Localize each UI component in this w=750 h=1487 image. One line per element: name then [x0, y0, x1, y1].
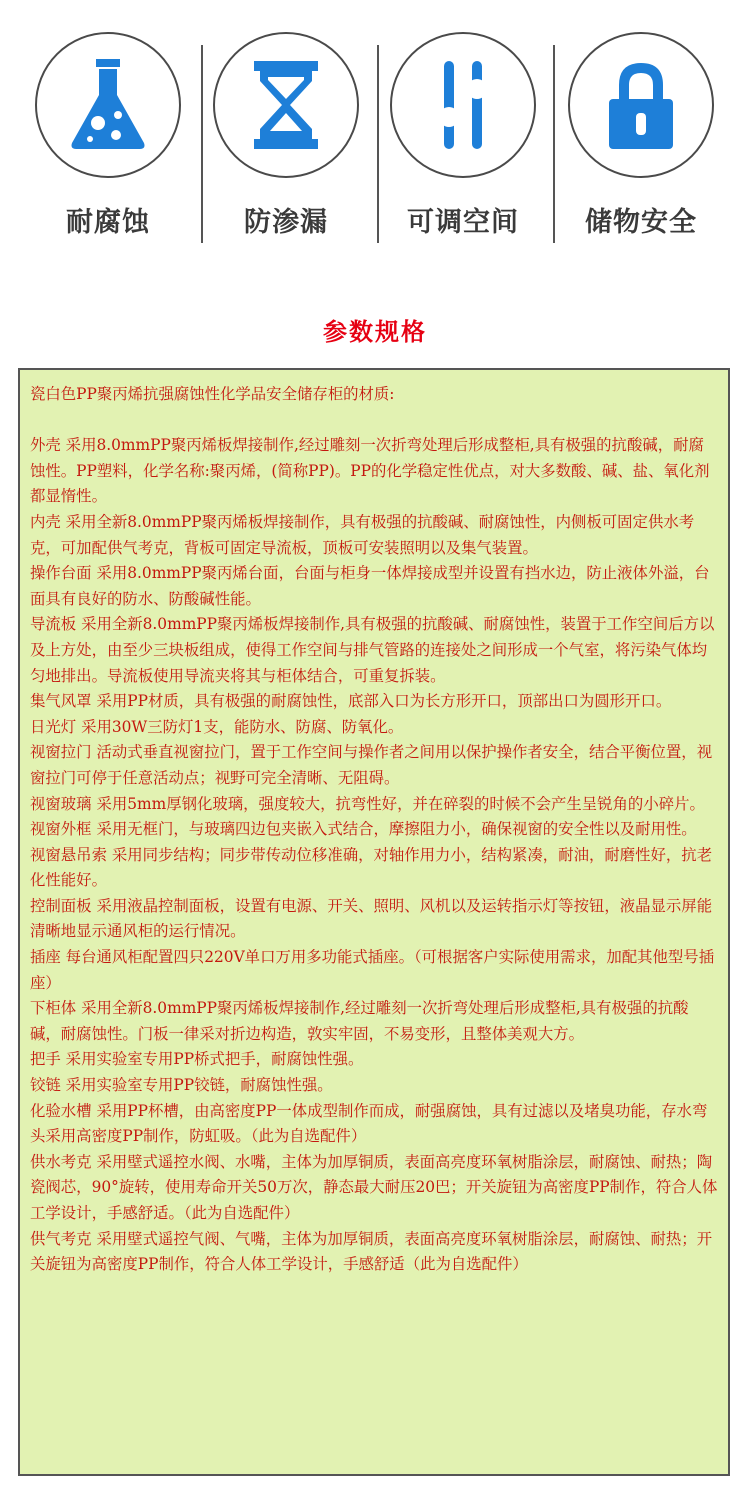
section-title: 参数规格	[323, 318, 427, 346]
sliders-icon	[413, 55, 513, 155]
spec-item: 内壳 采用全新8.0mmPP聚丙烯板焊接制作，具有极强的抗酸碱、耐腐蚀性，内侧板可固定供水考克，可加配供气考克，背板可固定导流板，顶板可安装照明以及集气装置。	[30, 512, 695, 557]
feature-corrosion-resistance	[33, 32, 183, 239]
lock-icon	[591, 55, 691, 155]
feature-adjustable-space	[388, 32, 538, 239]
spec-intro: 瓷白色PP聚丙烯抗强腐蚀性化学品安全储存柜的材质:	[30, 385, 395, 403]
spec-item: 导流板 采用全新8.0mmPP聚丙烯板焊接制作,具有极强的抗酸碱、耐腐蚀性，装置于工作空间后方以及上方处，由至少三块板组成，使得工作空间与排气管路的连接处之间形成一个气室，将污染气体均匀地排出。导流板使用导流夹将其与柜体结合，可重复拆装。	[30, 615, 715, 685]
feature-label: 可调空间	[407, 207, 519, 238]
feature-circle	[390, 32, 536, 178]
feature-leak-proof	[211, 32, 361, 239]
hourglass-icon	[236, 55, 336, 155]
spec-item: 视窗拉门 活动式垂直视窗拉门，置于工作空间与操作者之间用以保护操作者安全，结合平衡位置，视窗拉门可停于任意活动点；视野可完全清晰、无阻碍。	[30, 743, 713, 787]
feature-circle	[568, 32, 714, 178]
spec-item: 日光灯 采用30W三防灯1支，能防水、防腐、防氧化。	[30, 717, 404, 736]
spec-item: 外壳 采用8.0mmPP聚丙烯板焊接制作,经过雕刻一次折弯处理后形成整柜,具有极强的抗酸碱，耐腐蚀性。PP塑料，化学名称:聚丙烯，(简称PP)。PP的化学稳定性优点，对大多数酸、碱、盐、氧化剂都显惰性。	[30, 436, 710, 506]
spec-item: 插座 每台通风柜配置四只220V单口万用多功能式插座。（可根据客户实际使用需求，加配其他型号插座）	[30, 948, 715, 992]
spec-item: 把手 采用实验室专用PP桥式把手，耐腐蚀性强。	[30, 1050, 364, 1069]
feature-label: 储物安全	[585, 207, 697, 238]
spec-box	[18, 368, 730, 1476]
spec-item: 视窗玻璃 采用5mm厚钢化玻璃，强度较大，抗弯性好，并在碎裂的时候不会产生呈锐角的小碎片。	[30, 794, 705, 813]
feature-circle	[213, 32, 359, 178]
feature-label: 耐腐蚀	[66, 207, 150, 238]
divider	[553, 45, 555, 243]
flask-icon	[58, 55, 158, 155]
divider	[377, 45, 379, 243]
divider	[201, 45, 203, 243]
spec-item: 视窗外框 采用无框门，与玻璃四边包夹嵌入式结合，摩擦阻力小，确保视窗的安全性以及耐用性。	[30, 820, 697, 839]
feature-label: 防渗漏	[244, 207, 328, 238]
spec-item: 下柜体 采用全新8.0mmPP聚丙烯板焊接制作,经过雕刻一次折弯处理后形成整柜,具有极强的抗酸碱，耐腐蚀性。门板一律采对折边构造，敦实牢固，不易变形，且整体美观大方。	[30, 999, 689, 1043]
spec-item: 控制面板 采用液晶控制面板，设置有电源、开关、照明、风机以及运转指示灯等按钮，液晶显示屏能清晰地显示通风柜的运行情况。	[30, 896, 713, 941]
spec-item: 供气考克 采用壁式遥控气阀、气嘴，主体为加厚铜质，表面高亮度环氧树脂涂层，耐腐蚀、耐热；开关旋钮为高密度PP制作，符合人体工学设计，手感舒适（此为自选配件）	[30, 1229, 713, 1274]
feature-storage-safety	[566, 32, 716, 239]
feature-strip	[0, 0, 750, 260]
spec-item: 供水考克 采用壁式遥控水阀、水嘴，主体为加厚铜质，表面高亮度环氧树脂涂层，耐腐蚀、耐热；陶瓷阀芯，90°旋转，使用寿命开关50万次，静态最大耐压20巴；开关旋钮为高密度PP制作，符合人体工学设计，手感舒适。（此为自选配件）	[30, 1152, 718, 1222]
spec-item: 操作台面 采用8.0mmPP聚丙烯台面，台面与柜身一体焊接成型并设置有挡水边，防止液体外溢，台面具有良好的防水、防酸碱性能。	[30, 564, 710, 608]
spec-item: 铰链 采用实验室专用PP铰链，耐腐蚀性强。	[30, 1076, 333, 1095]
spec-list	[30, 433, 718, 1278]
spec-item: 视窗悬吊索 采用同步结构；同步带传动位移准确，对轴作用力小，结构紧凑，耐油，耐磨性好，抗老化性能好。	[30, 845, 713, 890]
spec-item: 化验水槽 采用PP杯槽，由高密度PP一体成型制作而成，耐强腐蚀，具有过滤以及堵臭功能，存水弯头采用高密度PP制作，防虹吸。（此为自选配件）	[30, 1101, 708, 1146]
spec-item: 集气风罩 采用PP材质，具有极强的耐腐蚀性，底部入口为长方形开口，顶部出口为圆形开口。	[30, 692, 672, 711]
feature-circle	[35, 32, 181, 178]
